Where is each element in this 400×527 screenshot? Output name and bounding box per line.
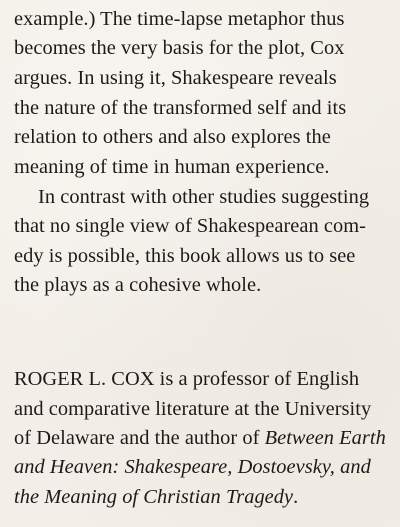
text-line [14, 487, 298, 507]
text-span: that no single view of Shakespearean com- [14, 215, 366, 237]
book-title-italic: the Meaning of Christian Tragedy [14, 486, 294, 508]
text-span: the plays as a cohesive whole. [14, 274, 262, 296]
text-span: the nature of the transformed self and its [14, 97, 347, 119]
text-line [14, 246, 355, 266]
text-span: example.) The time-lapse metaphor thus [14, 8, 345, 30]
text-line [14, 38, 344, 58]
text-line [14, 68, 337, 88]
text-line [14, 9, 345, 29]
text-line [14, 98, 346, 118]
book-title-italic: Between Earth [264, 427, 386, 449]
book-title-italic: and Heaven: Shakespeare, Dostoevsky, and [14, 456, 371, 478]
text-span: . [293, 486, 299, 508]
text-span: meaning of time in human experience. [14, 156, 330, 178]
text-line [38, 187, 369, 207]
text-span: relation to others and also explores the [14, 126, 331, 148]
text-span: In contrast with other studies suggesting [38, 186, 370, 208]
text-span: edy is possible, this book allows us to see [14, 245, 356, 267]
text-line [14, 399, 371, 419]
text-line [14, 369, 359, 389]
text-line [14, 428, 386, 448]
text-span: and comparative literature at the University [14, 398, 372, 420]
text-span: becomes the very basis for the plot, Cox [14, 37, 345, 59]
text-span: argues. In using it, Shakespeare reveals [14, 67, 337, 89]
text-line [14, 157, 329, 177]
text-line [14, 216, 366, 236]
text-line [14, 457, 371, 477]
text-span: ROGER L. COX is a professor of English [14, 368, 360, 390]
text-span: of Delaware and the author of [14, 427, 265, 449]
text-line [14, 275, 261, 295]
text-line [14, 127, 331, 147]
